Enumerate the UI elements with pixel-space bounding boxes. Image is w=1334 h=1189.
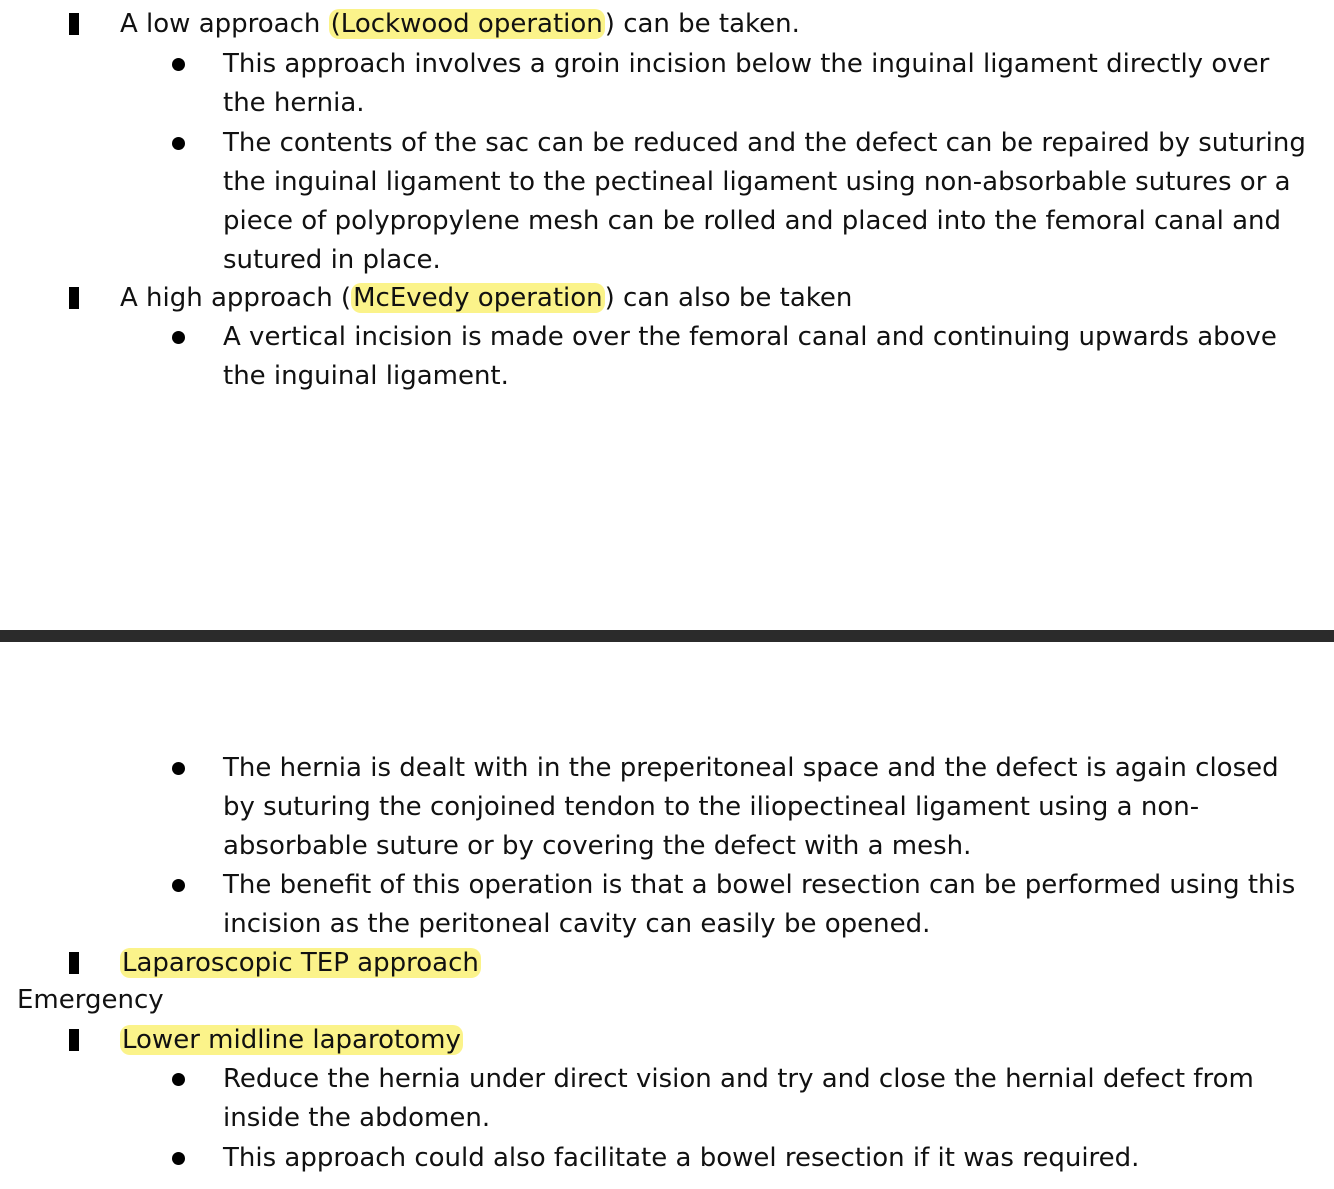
low-approach-suffix: ) can be taken. xyxy=(604,9,800,39)
square-bullet-icon xyxy=(69,13,79,35)
high-approach-point-1: A vertical incision is made over the femoral canal and continuing upwards above the inguinal ligament. xyxy=(223,322,1277,391)
high-approach-point-2: The hernia is dealt with in the preperitoneal space and the defect is again closed by suturing the conjoined tendon to the iliopectineal ligament using a non-absorbable suture or by covering the defect with a mesh. xyxy=(223,753,1279,861)
bullet-dot-icon xyxy=(172,58,185,71)
high-approach-point-3: The benefit of this operation is that a bowel resection can be performed using this incision as the peritoneal cavity can easily be opened. xyxy=(223,870,1296,939)
page-bottom xyxy=(0,642,1334,1189)
laparotomy-highlight: Lower midline laparotomy xyxy=(122,1025,461,1055)
square-bullet-icon xyxy=(69,1029,79,1051)
bullet-dot-icon xyxy=(172,137,185,150)
square-bullet-icon xyxy=(69,287,79,309)
emergency-heading: Emergency xyxy=(17,985,164,1015)
laparotomy-point-1: Reduce the hernia under direct vision and try and close the hernial defect from inside the abdomen. xyxy=(223,1064,1254,1133)
high-approach-prefix: A high approach ( xyxy=(120,283,352,313)
high-approach-suffix: ) can also be taken xyxy=(604,283,853,313)
bullet-dot-icon xyxy=(172,1073,185,1086)
page-divider xyxy=(0,630,1334,642)
bullet-dot-icon xyxy=(172,762,185,775)
low-approach-point-1: This approach involves a groin incision below the inguinal ligament directly over the hernia. xyxy=(223,49,1270,118)
tep-approach-highlight: Laparoscopic TEP approach xyxy=(122,948,479,978)
high-approach-item xyxy=(120,279,1310,318)
bullet-dot-icon xyxy=(172,1152,185,1165)
laparotomy-item xyxy=(120,1021,1310,1060)
low-approach-point-2: The contents of the sac can be reduced and the defect can be repaired by suturing the inguinal ligament to the pectineal ligament using non-absorbable sutures or a piece of polypropylene mesh can be rolled and placed into the femoral canal and sutured in place. xyxy=(223,128,1306,275)
bullet-dot-icon xyxy=(172,879,185,892)
low-approach-prefix: A low approach xyxy=(120,9,329,39)
laparotomy-point-2: This approach could also facilitate a bowel resection if it was required. xyxy=(223,1143,1140,1173)
bullet-dot-icon xyxy=(172,331,185,344)
tep-approach-item xyxy=(120,944,1310,983)
lockwood-operation-highlight: (Lockwood operation xyxy=(330,9,603,39)
square-bullet-icon xyxy=(69,952,79,974)
low-approach-item xyxy=(120,5,1310,44)
mcevedy-operation-highlight: McEvedy operation xyxy=(353,283,603,313)
